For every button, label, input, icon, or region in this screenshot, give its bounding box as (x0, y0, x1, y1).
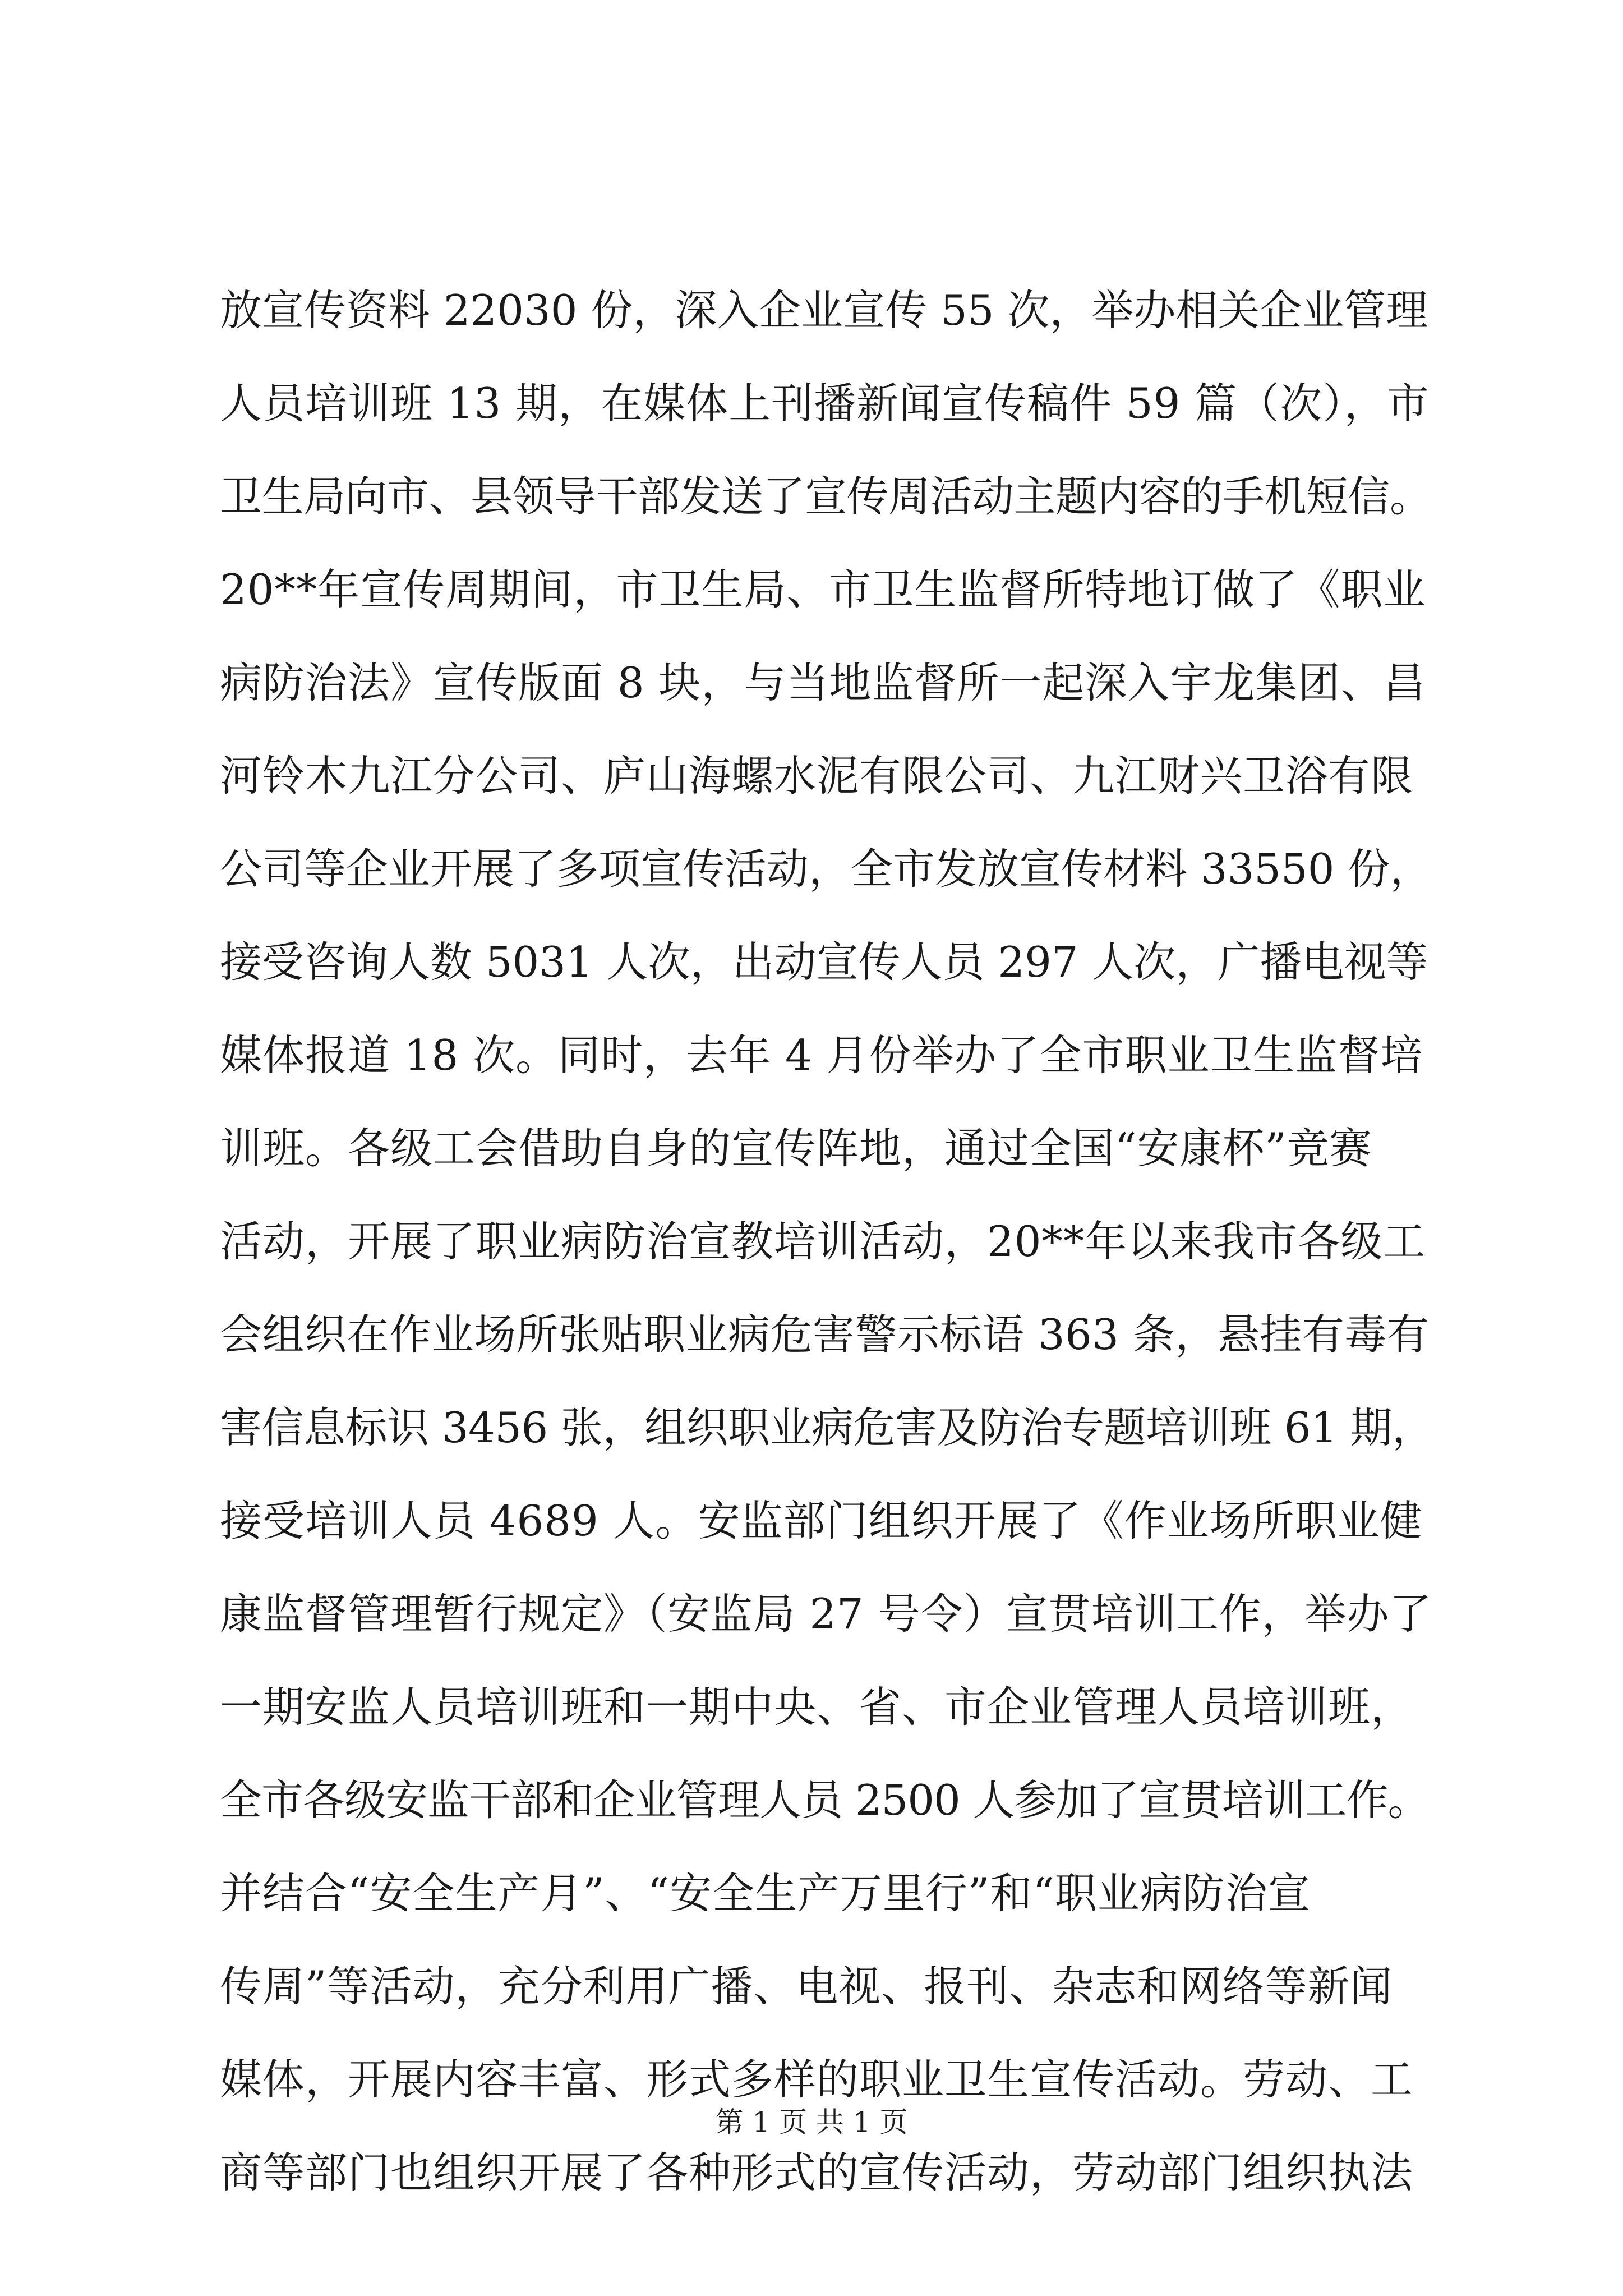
text-line: 康监督管理暂行规定》（安监局 27 号令）宣贯培训工作，举办了 (220, 1589, 1432, 1639)
text-line: 人员培训班 13 期，在媒体上刊播新闻宣传稿件 59 篇（次），市 (220, 379, 1430, 428)
text-line: 接受培训人员 4689 人。安监部门组织开展了《作业场所职业健 (220, 1496, 1423, 1545)
text-line: 放宣传资料 22030 份，深入企业宣传 55 次，举办相关企业管理 (220, 286, 1428, 335)
text-line: 活动，开展了职业病防治宣教培训活动，20**年以来我市各级工 (220, 1217, 1426, 1266)
text-line: 媒体，开展内容丰富、形式多样的职业卫生宣传活动。劳动、工 (220, 2055, 1414, 2104)
text-line: 接受咨询人数 5031 人次，出动宣传人员 297 人次，广播电视等 (220, 937, 1428, 987)
body-paragraph (220, 264, 1437, 2219)
text-line: 训班。各级工会借助自身的宣传阵地，通过全国“安康杯”竞赛 (220, 1124, 1372, 1173)
text-line: 公司等企业开展了多项宣传活动，全市发放宣传材料 33550 份， (220, 844, 1432, 894)
text-line: 卫生局向市、县领导干部发送了宣传周活动主题内容的手机短信。 (220, 472, 1432, 521)
text-line: 媒体报道 18 次。同时，去年 4 月份举办了全市职业卫生监督培 (220, 1030, 1423, 1080)
text-line: 一期安监人员培训班和一期中央、省、市企业管理人员培训班， (220, 1682, 1414, 1732)
text-line: 并结合“安全生产月”、“安全生产万里行”和“职业病防治宣 (220, 1869, 1311, 1918)
text-line: 河铃木九江分公司、庐山海螺水泥有限公司、九江财兴卫浴有限 (220, 751, 1414, 800)
text-line: 会组织在作业场所张贴职业病危害警示标语 363 条，悬挂有毒有 (220, 1310, 1430, 1359)
text-line: 害信息标识 3456 张，组织职业病危害及防治专题培训班 61 期， (220, 1403, 1434, 1452)
text-line: 全市各级安监干部和企业管理人员 2500 人参加了宣贯培训工作。 (220, 1775, 1430, 1825)
text-line: 传周”等活动，充分利用广播、电视、报刊、杂志和网络等新闻 (220, 1962, 1393, 2011)
text-line: 商等部门也组织开展了各种形式的宣传活动，劳动部门组织执法 (220, 2148, 1414, 2197)
text-line: 20**年宣传周期间，市卫生局、市卫生监督所特地订做了《职业 (220, 565, 1426, 614)
text-line: 病防治法》宣传版面 8 块，与当地监督所一起深入宇龙集团、昌 (220, 658, 1426, 707)
page-footer: 第 1 页 共 1 页 (715, 2106, 908, 2138)
